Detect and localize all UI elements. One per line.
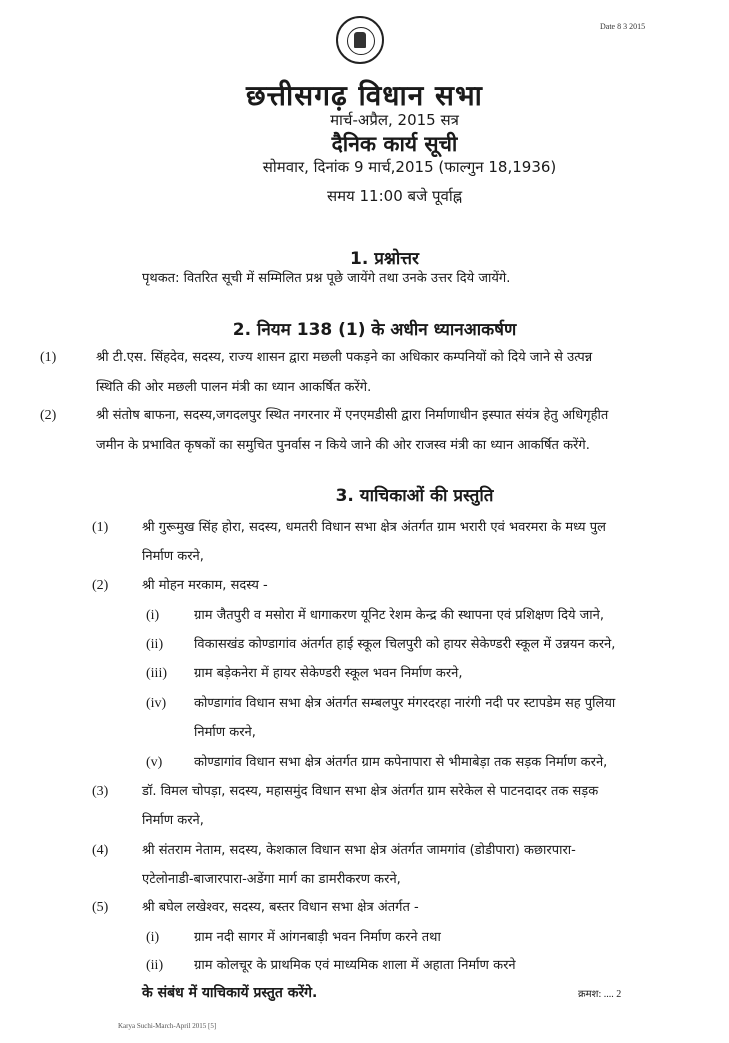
item-number: (5) xyxy=(92,900,109,915)
section-3-heading: 3. याचिकाओं की प्रस्तुति xyxy=(335,486,494,506)
date-stamp: Date 8 3 2015 xyxy=(600,22,646,31)
agenda-subtitle: दैनिक कार्य सूची xyxy=(331,132,458,156)
assembly-emblem-icon xyxy=(336,16,384,64)
sublist-item-line: ग्राम नदी सागर में आंगनबाड़ी भवन निर्माण करने तथा xyxy=(194,930,441,945)
item-number: (4) xyxy=(92,843,109,858)
list-item-line: श्री मोहन मरकाम, सदस्य - xyxy=(142,578,268,593)
sublist-item-line: ग्राम जैतपुरी व मसोरा में धागाकरण यूनिट रेशम केन्द्र की स्थापना एवं प्रशिक्षण दिये जाने, xyxy=(194,608,605,623)
subitem-number: (ii) xyxy=(146,637,164,652)
list-item-line: जमीन के प्रभावित कृषकों का समुचित पुनर्वास न किये जाने की ओर राजस्व मंत्री का ध्यान आकर्षित करेंगे. xyxy=(96,438,590,453)
list-item-line: निर्माण करने, xyxy=(142,813,204,828)
list-item-line: एटेलोनाडी-बाजारपारा-अडेंगा मार्ग का डामरीकरण करने, xyxy=(142,872,401,887)
subitem-number: (ii) xyxy=(146,958,164,973)
section-2-heading: 2. नियम 138 (1) के अधीन ध्यानआकर्षण xyxy=(232,320,517,340)
subitem-number: (iii) xyxy=(146,666,167,681)
item-number: (1) xyxy=(92,520,109,535)
list-item-line: स्थिति की ओर मछली पालन मंत्री का ध्यान आकर्षित करेंगे. xyxy=(96,380,372,395)
session-line: मार्च-अप्रैल, 2015 सत्र xyxy=(330,111,459,129)
subitem-number: (iv) xyxy=(146,696,167,711)
list-item-line: श्री गुरूमुख सिंह होरा, सदस्य, धमतरी विधान सभा क्षेत्र अंतर्गत ग्राम भरारी एवं भवरमरा के मध्य पुल xyxy=(142,520,606,535)
document-title: छत्तीसगढ़ विधान सभा xyxy=(246,79,483,112)
list-item-line: श्री टी.एस. सिंहदेव, सदस्य, राज्य शासन द्वारा मछली पकड़ने का अधिकार कम्पनियों को दिये जाने से उत्पन्न xyxy=(96,350,593,365)
item-number: (3) xyxy=(92,784,109,799)
sublist-item-line: विकासखंड कोण्डागांव अंतर्गत हाई स्कूल चिलपुरी को हायर सेकेण्डरी स्कूल में उन्नयन करने, xyxy=(194,637,616,652)
sublist-item-line: कोण्डागांव विधान सभा क्षेत्र अंतर्गत सम्बलपुर मंगरदरहा नारंगी नदी पर स्टापडेम सह पुलिया xyxy=(194,696,616,711)
time-line: समय 11:00 बजे पूर्वाह्न xyxy=(326,187,463,205)
file-reference: Karya Suchi-March-April 2015 [5] xyxy=(118,1022,217,1030)
sublist-item-line: निर्माण करने, xyxy=(194,725,256,740)
section-1-text: पृथकत: वितरित सूची में सम्मिलित प्रश्न पूछे जायेंगे तथा उनके उत्तर दिये जायेंगे. xyxy=(142,271,511,286)
sublist-item-line: कोण्डागांव विधान सभा क्षेत्र अंतर्गत ग्राम कपेनापारा से भीमाबेड़ा तक सड़क निर्माण करने, xyxy=(194,755,608,770)
item-number: (2) xyxy=(92,578,109,593)
sublist-item-line: ग्राम बड़ेकनेरा में हायर सेकेण्डरी स्कूल भवन निर्माण करने, xyxy=(194,666,463,681)
date-line: सोमवार, दिनांक 9 मार्च,2015 (फाल्गुन 18,1936) xyxy=(262,158,557,176)
item-number: (1) xyxy=(40,350,57,365)
subitem-number: (i) xyxy=(146,608,160,623)
section-1-heading: 1. प्रश्नोत्तर xyxy=(350,249,419,269)
list-item-line: श्री संतोष बाफना, सदस्य,जगदलपुर स्थित नगरनार में एनएमडीसी द्वारा निर्माणाधीन इस्पात संयंत्र हेतु अधिगृहीत xyxy=(96,408,609,423)
list-item-line: श्री बघेल लखेश्वर, सदस्य, बस्तर विधान सभा क्षेत्र अंतर्गत - xyxy=(142,900,419,915)
item-number: (2) xyxy=(40,408,57,423)
continued-page-marker: क्रमश: .... 2 xyxy=(578,989,622,1000)
sublist-item-line: ग्राम कोलचूर के प्राथमिक एवं माध्यमिक शाला में अहाता निर्माण करने xyxy=(194,958,516,973)
subitem-number: (v) xyxy=(146,755,163,770)
section-3-closing: के संबंध में याचिकायें प्रस्तुत करेंगे. xyxy=(142,985,318,1001)
list-item-line: श्री संतराम नेताम, सदस्य, केशकाल विधान सभा क्षेत्र अंतर्गत जामगांव (डोडीपारा) कछारपारा- xyxy=(142,843,576,858)
list-item-line: निर्माण करने, xyxy=(142,549,204,564)
list-item-line: डॉ. विमल चोपड़ा, सदस्य, महासमुंद विधान सभा क्षेत्र अंतर्गत ग्राम सरेकेल से पाटनदादर तक सड़क xyxy=(142,784,599,799)
subitem-number: (i) xyxy=(146,930,160,945)
